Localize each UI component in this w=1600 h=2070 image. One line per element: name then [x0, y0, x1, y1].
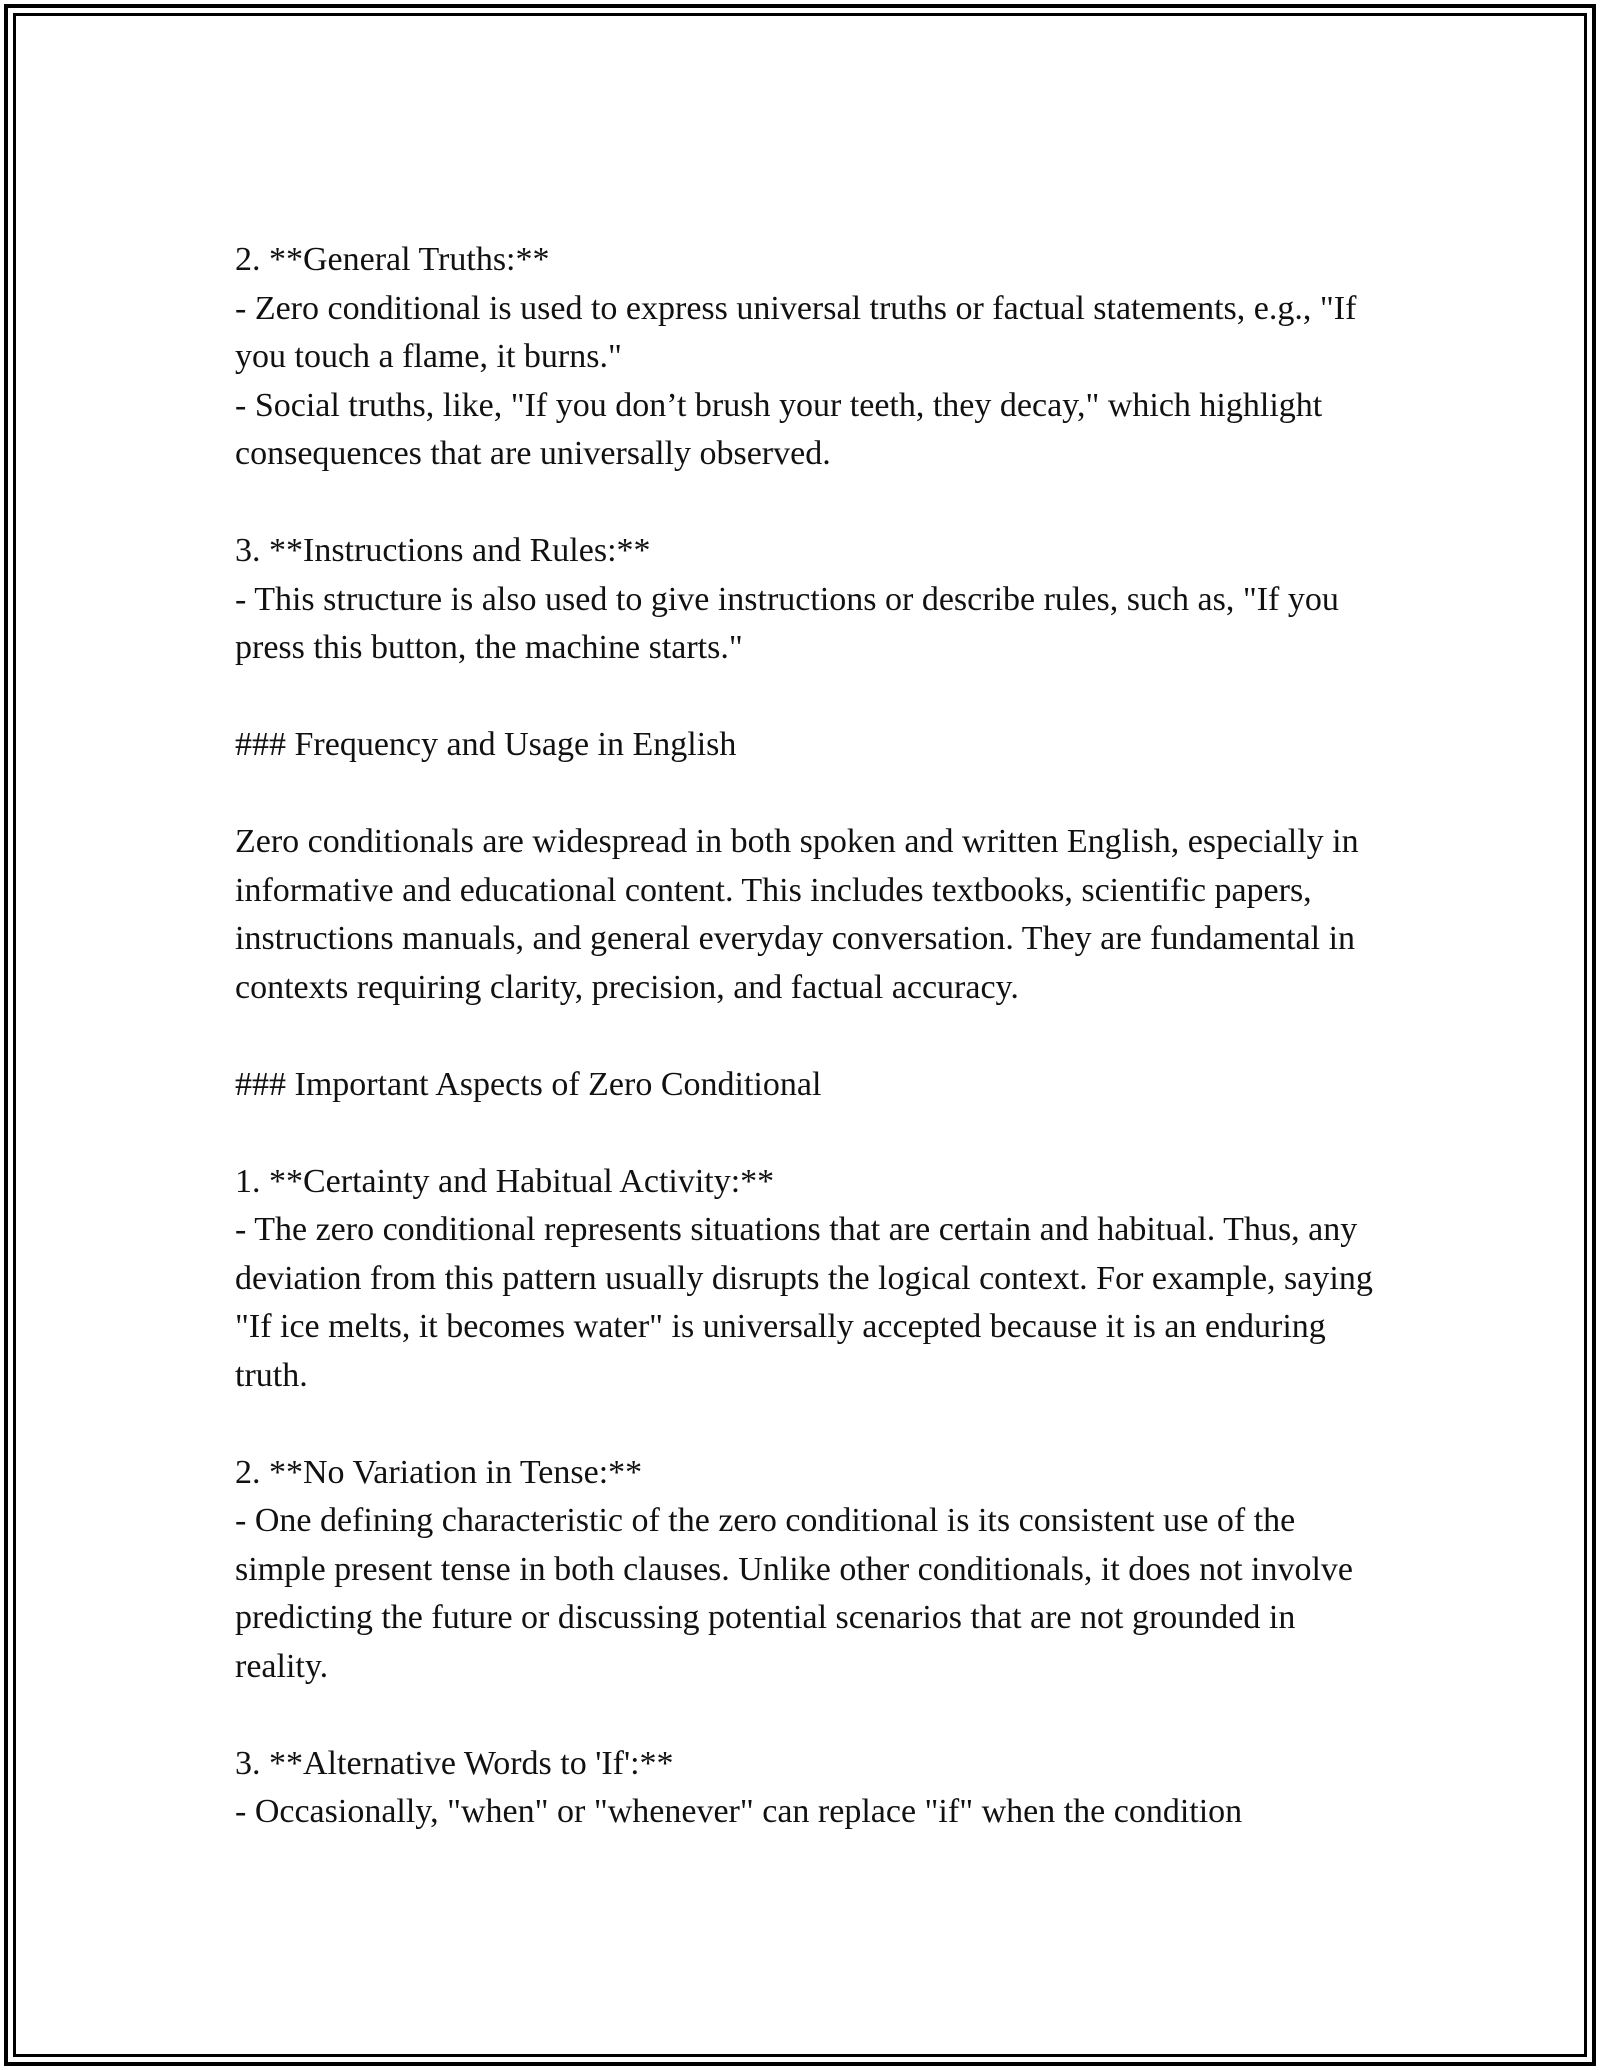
list-item-general-truths: 2. **General Truths:** - Zero conditional is used to express universal truths or factual statements, e.g., "If you touch a flame, it burns." - Social truths, like, "If you don’t brush your teeth, they decay," which highlight consequences that are universally observed.	[235, 241, 1357, 472]
list-item-instructions-and-rules: 3. **Instructions and Rules:** - This structure is also used to give instructions or describe rules, such as, "If you press this button, the machine starts."	[235, 532, 1339, 666]
document-body	[235, 236, 1375, 1837]
list-item-certainty: 1. **Certainty and Habitual Activity:** - The zero conditional represents situations that are certain and habitual. Thus, any deviation from this pattern usually disrupts the logical context. For example, saying "If ice melts, it becomes water" is universally accepted because it is an enduring truth.	[235, 1162, 1373, 1394]
section-heading-important-aspects: ### Important Aspects of Zero Conditional	[235, 1065, 822, 1103]
list-item-no-variation-tense: 2. **No Variation in Tense:** - One defining characteristic of the zero conditional is its consistent use of the simple present tense in both clauses. Unlike other conditionals, it does not involve predicting the future or discussing potential scenarios that are not grounded in reality.	[235, 1453, 1354, 1685]
section-heading-frequency: ### Frequency and Usage in English	[235, 726, 737, 763]
paragraph-frequency-usage: Zero conditionals are widespread in both spoken and written English, especially in informative and educational content. This includes textbooks, scientific papers, instructions manuals, and general everyday conversation. They are fundamental in contexts requiring clarity, precision, and factual accuracy.	[235, 823, 1359, 1006]
list-item-alternative-words: 3. **Alternative Words to 'If':** - Occasionally, "when" or "whenever" can replace "if" when the condition	[235, 1744, 1243, 1830]
